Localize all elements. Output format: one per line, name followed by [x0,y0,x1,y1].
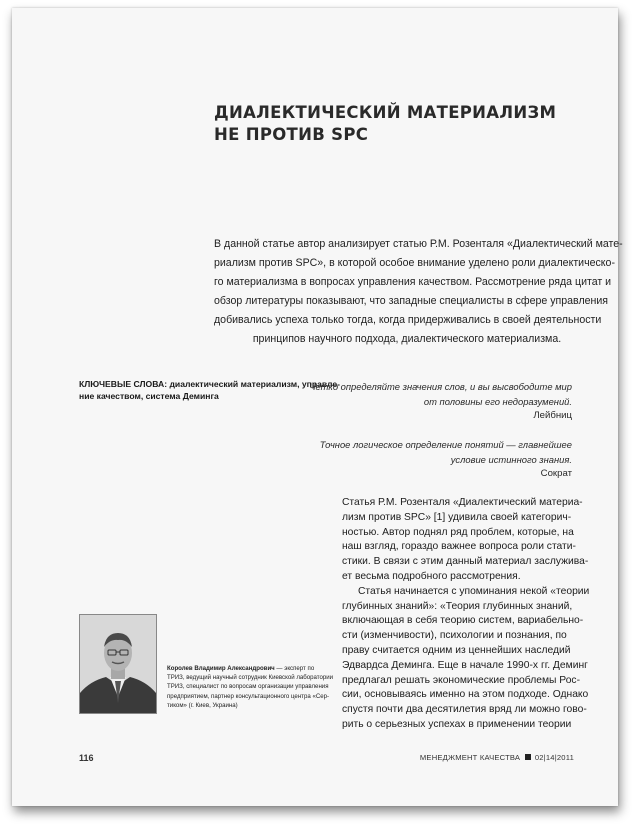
body-line: лизм против SPC» [1] удивила своей категорич- [342,511,572,523]
body-line: Статья Р.М. Розенталя «Диалектический материа- [342,497,583,508]
bio-line: предприятием, партнер консультационного центра «Сер- [167,692,330,700]
epigraph-line: Четко определяйте значения слов, и вы высвободите мир [309,381,572,392]
author-bio [167,664,337,710]
square-bullet-icon [525,754,531,760]
bio-line: ТРИЗ, специалист по вопросам организации управления [167,683,329,691]
journal-name: МЕНЕДЖМЕНТ КАЧЕСТВА [419,753,521,762]
article-body [342,496,604,733]
body-line: стики. В связи с этим данный материал заслужива- [342,556,589,568]
epigraph-leibniz [242,380,572,424]
bio-line: тиком» (г. Киев, Украина) [167,701,238,709]
journal-page [12,8,623,806]
body-line: ет весьма подробного рассмотрения. [342,570,521,582]
body-line: сии, основываясь именно на этом подходе. Однако [342,689,589,701]
keywords-line: КЛЮЧЕВЫЕ СЛОВА: диалектический материализм, управле- [79,379,341,389]
body-line: праву считается одним из ценнейших наследий [342,644,571,656]
abstract-line: го материализма в вопросах управления качеством. Рассмотрение ряда цитат и [214,276,612,288]
author-portrait-icon [80,615,156,713]
article-abstract [214,235,623,349]
abstract-line: риализм против SPC», в которой особое внимание уделено роли диалектическо- [214,257,615,269]
body-line: предлагал решать экономические проблемы Рос- [342,674,581,686]
body-line: рить о серьезных успехах в применении теории [342,718,572,730]
body-line: Эдвардса Деминга. Еще в начале 1990-х гг. Деминг [342,659,588,671]
journal-footer [420,753,574,762]
abstract-line: принципов научного подхода, диалектического материализма. [252,333,562,345]
author-photo [79,614,157,714]
epigraph-line: условие истинного знания. [450,453,572,465]
body-line: включающая в себя теорию систем, вариабельно- [342,615,584,627]
body-line: ностью. Автор поднял ряд проблем, которые, на [342,526,574,538]
keywords-line: ние качеством, система Деминга [79,391,219,401]
bio-line: ТРИЗ, ведущий научный сотрудник Киевской лаборатории [167,674,334,682]
page-number: 116 [79,753,94,763]
epigraph-author: Лейбниц [533,410,572,421]
body-line: сти (изменчивости), психологии и познания, по [342,630,567,642]
title-line: ДИАЛЕКТИЧЕСКИЙ МАТЕРИАЛИЗМ [214,103,557,122]
title-line: НЕ ПРОТИВ SPC [214,125,369,144]
journal-issue: 02|14|2011 [534,753,574,762]
bio-line [167,664,337,673]
author-name: Королев Владимир Александрович [167,665,275,672]
body-line: Статья начинается с упоминания некой «теории [358,585,590,597]
epigraph-author: Сократ [540,468,572,479]
bio-line-rest: — эксперт по [274,665,315,672]
body-line: наш взгляд, гораздо важнее вопроса роли стати- [342,541,576,553]
body-line: спустя почти два десятилетия вряд ли можно гово- [342,704,587,716]
epigraph-socrates [242,438,572,482]
abstract-line: добивались успеха только тогда, когда придерживались в своей деятельности [214,314,602,326]
body-line: глубинных знаний»: «Теория глубинных знаний, [342,600,573,612]
epigraph-line: Точное логическое определение понятий — главнейшее [319,439,572,450]
epigraph-line: от половины его недоразумений. [423,395,572,407]
abstract-line: обзор литературы показывают, что западные специалисты в сфере управления [214,295,609,307]
article-title [214,102,574,146]
abstract-line: В данной статье автор анализирует статью Р.М. Розенталя «Диалектический мате- [214,238,623,250]
